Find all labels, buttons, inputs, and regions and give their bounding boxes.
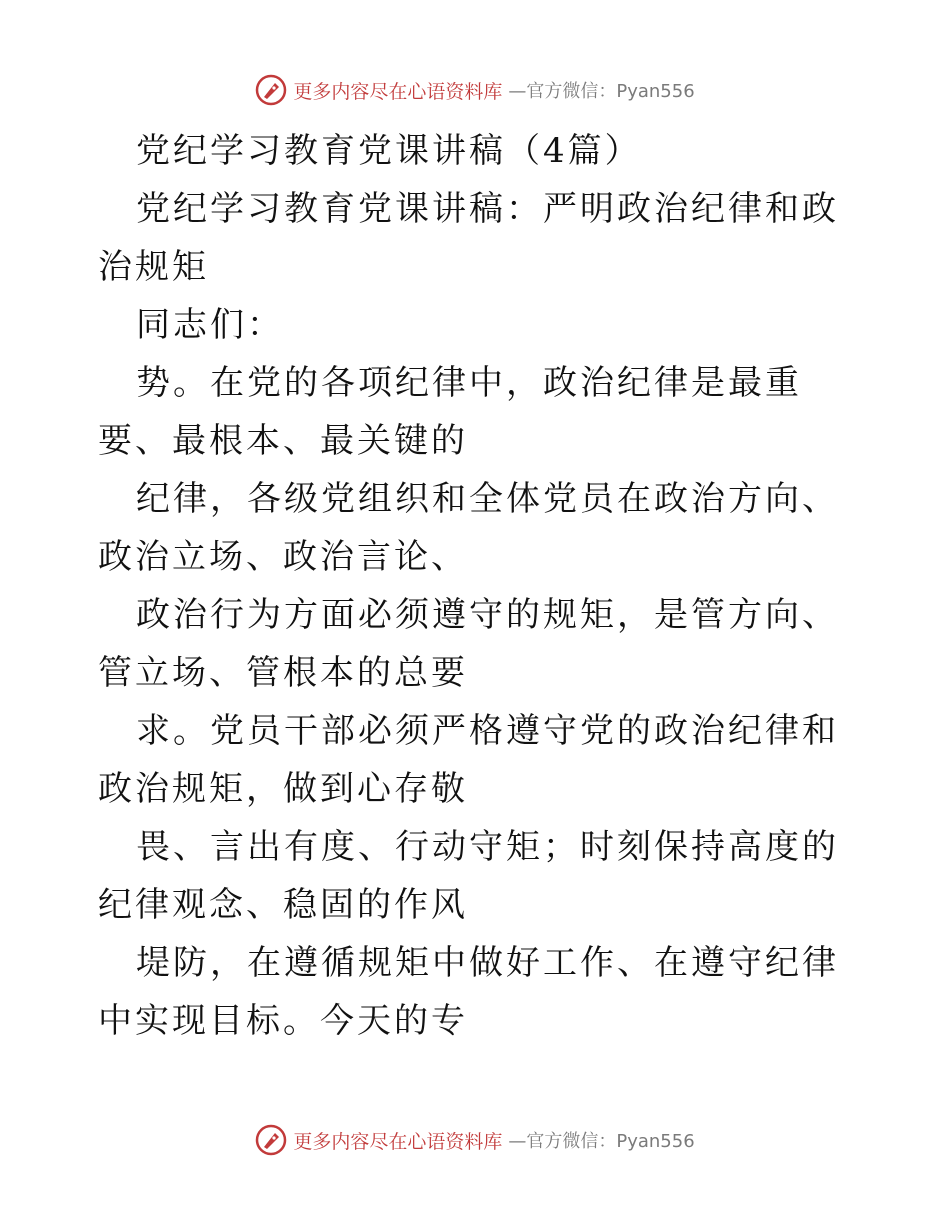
body-paragraph: 堤防，在遵循规矩中做好工作、在遵守纪律中实现目标。今天的专 <box>98 943 839 1041</box>
watermark-text: 更多内容尽在心语资料库 <box>293 1130 503 1153</box>
document-body <box>98 122 852 1050</box>
salutation: 同志们： <box>136 305 284 345</box>
body-paragraph: 纪律，各级党组织和全体党员在政治方向、政治立场、政治言论、 <box>98 479 839 577</box>
footer-watermark <box>0 1120 950 1160</box>
pen-nib-circle-icon <box>255 74 287 106</box>
document-title: 党纪学习教育党课讲稿（4篇） <box>136 131 642 171</box>
header-watermark <box>0 70 950 110</box>
body-paragraph: 政治行为方面必须遵守的规矩，是管方向、管立场、管根本的总要 <box>98 595 839 693</box>
body-paragraph: 势。在党的各项纪律中，政治纪律是最重要、最根本、最关键的 <box>98 363 802 461</box>
watermark-contact: —官方微信：Pyan556 <box>508 81 695 102</box>
body-paragraph: 求。党员干部必须严格遵守党的政治纪律和政治规矩，做到心存敬 <box>98 711 839 809</box>
watermark-text: 更多内容尽在心语资料库 <box>293 80 503 103</box>
pen-nib-circle-icon <box>255 1124 287 1156</box>
body-paragraph: 畏、言出有度、行动守矩；时刻保持高度的纪律观念、稳固的作风 <box>98 827 839 925</box>
document-subtitle: 党纪学习教育党课讲稿：严明政治纪律和政治规矩 <box>98 189 839 287</box>
watermark-contact: —官方微信：Pyan556 <box>508 1131 695 1152</box>
